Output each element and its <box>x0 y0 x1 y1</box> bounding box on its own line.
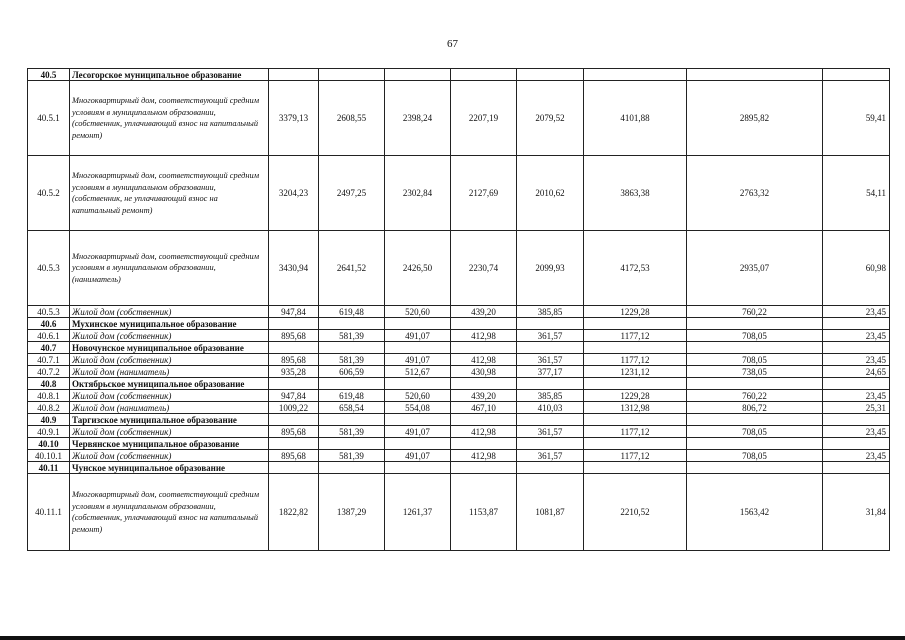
empty-cell <box>385 378 451 390</box>
row-code: 40.5.1 <box>28 81 70 156</box>
empty-cell <box>385 438 451 450</box>
value-cell: 1229,28 <box>584 390 687 402</box>
empty-cell <box>385 318 451 330</box>
row-description: Многоквартирный дом, соответствующий средним условиям в муниципальном образовании, (собственник, не уплачивающий взнос на капитальный ремонт) <box>70 156 269 231</box>
empty-cell <box>584 318 687 330</box>
value-cell: 947,84 <box>269 306 319 318</box>
value-cell: 520,60 <box>385 390 451 402</box>
value-cell: 23,45 <box>823 330 890 342</box>
section-code: 40.9 <box>28 414 70 426</box>
value-cell: 760,22 <box>687 306 823 318</box>
value-cell: 1229,28 <box>584 306 687 318</box>
empty-cell <box>269 69 319 81</box>
table-row <box>28 330 890 342</box>
empty-cell <box>823 69 890 81</box>
value-cell: 2935,07 <box>687 231 823 306</box>
section-row <box>28 414 890 426</box>
empty-cell <box>319 69 385 81</box>
value-cell: 708,05 <box>687 354 823 366</box>
empty-cell <box>319 462 385 474</box>
value-cell: 385,85 <box>517 306 584 318</box>
empty-cell <box>451 462 517 474</box>
table-row <box>28 366 890 378</box>
empty-cell <box>319 438 385 450</box>
value-cell: 361,57 <box>517 330 584 342</box>
value-cell: 430,98 <box>451 366 517 378</box>
value-cell: 1177,12 <box>584 354 687 366</box>
row-code: 40.6.1 <box>28 330 70 342</box>
row-description: Жилой дом (собственник) <box>70 390 269 402</box>
value-cell: 491,07 <box>385 354 451 366</box>
empty-cell <box>451 69 517 81</box>
row-description: Многоквартирный дом, соответствующий средним условиям в муниципальном образовании, (собственник, уплачивающий взнос на капитальный ремонт) <box>70 474 269 551</box>
value-cell: 1009,22 <box>269 402 319 414</box>
empty-cell <box>319 414 385 426</box>
empty-cell <box>517 438 584 450</box>
section-title: Октябрьское муниципальное образование <box>70 378 269 390</box>
row-description: Многоквартирный дом, соответствующий средним условиям в муниципальном образовании, (наниматель) <box>70 231 269 306</box>
empty-cell <box>517 462 584 474</box>
value-cell: 4101,88 <box>584 81 687 156</box>
row-description: Жилой дом (собственник) <box>70 330 269 342</box>
value-cell: 1177,12 <box>584 426 687 438</box>
value-cell: 60,98 <box>823 231 890 306</box>
empty-cell <box>269 342 319 354</box>
empty-cell <box>823 462 890 474</box>
empty-cell <box>584 438 687 450</box>
row-description: Жилой дом (собственник) <box>70 450 269 462</box>
value-cell: 895,68 <box>269 330 319 342</box>
value-cell: 467,10 <box>451 402 517 414</box>
row-code: 40.8.2 <box>28 402 70 414</box>
value-cell: 491,07 <box>385 426 451 438</box>
empty-cell <box>451 378 517 390</box>
value-cell: 1081,87 <box>517 474 584 551</box>
value-cell: 2127,69 <box>451 156 517 231</box>
value-cell: 23,45 <box>823 390 890 402</box>
empty-cell <box>687 69 823 81</box>
empty-cell <box>823 342 890 354</box>
page-bottom-edge <box>0 636 905 640</box>
value-cell: 23,45 <box>823 426 890 438</box>
empty-cell <box>687 438 823 450</box>
section-code: 40.7 <box>28 342 70 354</box>
value-cell: 23,45 <box>823 306 890 318</box>
value-cell: 2210,52 <box>584 474 687 551</box>
empty-cell <box>823 378 890 390</box>
value-cell: 554,08 <box>385 402 451 414</box>
tariff-table <box>27 68 890 551</box>
value-cell: 385,85 <box>517 390 584 402</box>
value-cell: 1312,98 <box>584 402 687 414</box>
table-body <box>28 69 890 551</box>
value-cell: 708,05 <box>687 450 823 462</box>
empty-cell <box>584 342 687 354</box>
empty-cell <box>319 378 385 390</box>
table-row <box>28 426 890 438</box>
row-description: Жилой дом (наниматель) <box>70 366 269 378</box>
value-cell: 59,41 <box>823 81 890 156</box>
row-description: Жилой дом (собственник) <box>70 306 269 318</box>
empty-cell <box>584 378 687 390</box>
table-row <box>28 390 890 402</box>
empty-cell <box>319 318 385 330</box>
row-code: 40.11.1 <box>28 474 70 551</box>
value-cell: 895,68 <box>269 426 319 438</box>
empty-cell <box>269 378 319 390</box>
value-cell: 619,48 <box>319 390 385 402</box>
empty-cell <box>451 438 517 450</box>
empty-cell <box>451 414 517 426</box>
value-cell: 410,03 <box>517 402 584 414</box>
value-cell: 491,07 <box>385 330 451 342</box>
value-cell: 361,57 <box>517 354 584 366</box>
value-cell: 581,39 <box>319 354 385 366</box>
value-cell: 1231,12 <box>584 366 687 378</box>
empty-cell <box>584 414 687 426</box>
value-cell: 2608,55 <box>319 81 385 156</box>
empty-cell <box>451 342 517 354</box>
table-row <box>28 402 890 414</box>
empty-cell <box>451 318 517 330</box>
row-description: Жилой дом (наниматель) <box>70 402 269 414</box>
section-title: Таргизское муниципальное образование <box>70 414 269 426</box>
row-code: 40.7.2 <box>28 366 70 378</box>
value-cell: 4172,53 <box>584 231 687 306</box>
empty-cell <box>517 414 584 426</box>
value-cell: 947,84 <box>269 390 319 402</box>
value-cell: 412,98 <box>451 330 517 342</box>
value-cell: 581,39 <box>319 426 385 438</box>
row-description: Многоквартирный дом, соответствующий средним условиям в муниципальном образовании, (собственник, уплачивающий взнос на капитальный ремонт) <box>70 81 269 156</box>
value-cell: 658,54 <box>319 402 385 414</box>
table-row <box>28 474 890 551</box>
value-cell: 3430,94 <box>269 231 319 306</box>
row-code: 40.5.2 <box>28 156 70 231</box>
value-cell: 606,59 <box>319 366 385 378</box>
empty-cell <box>687 342 823 354</box>
table-row <box>28 306 890 318</box>
value-cell: 806,72 <box>687 402 823 414</box>
empty-cell <box>517 378 584 390</box>
value-cell: 1261,37 <box>385 474 451 551</box>
value-cell: 895,68 <box>269 450 319 462</box>
value-cell: 412,98 <box>451 354 517 366</box>
empty-cell <box>584 69 687 81</box>
empty-cell <box>269 438 319 450</box>
value-cell: 738,05 <box>687 366 823 378</box>
value-cell: 31,84 <box>823 474 890 551</box>
section-code: 40.5 <box>28 69 70 81</box>
empty-cell <box>517 342 584 354</box>
section-row <box>28 462 890 474</box>
section-row <box>28 69 890 81</box>
row-code: 40.10.1 <box>28 450 70 462</box>
value-cell: 3863,38 <box>584 156 687 231</box>
empty-cell <box>687 462 823 474</box>
value-cell: 2099,93 <box>517 231 584 306</box>
empty-cell <box>385 414 451 426</box>
value-cell: 439,20 <box>451 390 517 402</box>
row-code: 40.7.1 <box>28 354 70 366</box>
value-cell: 361,57 <box>517 450 584 462</box>
value-cell: 25,31 <box>823 402 890 414</box>
empty-cell <box>385 342 451 354</box>
value-cell: 2079,52 <box>517 81 584 156</box>
value-cell: 54,11 <box>823 156 890 231</box>
empty-cell <box>319 342 385 354</box>
empty-cell <box>385 462 451 474</box>
empty-cell <box>269 462 319 474</box>
empty-cell <box>269 318 319 330</box>
section-title: Чунское муниципальное образование <box>70 462 269 474</box>
table-row <box>28 450 890 462</box>
value-cell: 24,65 <box>823 366 890 378</box>
section-title: Червянское муниципальное образование <box>70 438 269 450</box>
row-code: 40.5.3 <box>28 231 70 306</box>
value-cell: 2398,24 <box>385 81 451 156</box>
value-cell: 377,17 <box>517 366 584 378</box>
value-cell: 23,45 <box>823 354 890 366</box>
value-cell: 1563,42 <box>687 474 823 551</box>
empty-cell <box>687 378 823 390</box>
empty-cell <box>269 414 319 426</box>
section-row <box>28 378 890 390</box>
value-cell: 3379,13 <box>269 81 319 156</box>
value-cell: 935,28 <box>269 366 319 378</box>
value-cell: 2207,19 <box>451 81 517 156</box>
empty-cell <box>517 318 584 330</box>
value-cell: 439,20 <box>451 306 517 318</box>
table-row <box>28 354 890 366</box>
section-row <box>28 318 890 330</box>
value-cell: 2230,74 <box>451 231 517 306</box>
empty-cell <box>385 69 451 81</box>
value-cell: 2895,82 <box>687 81 823 156</box>
section-row <box>28 438 890 450</box>
section-code: 40.6 <box>28 318 70 330</box>
section-code: 40.11 <box>28 462 70 474</box>
value-cell: 3204,23 <box>269 156 319 231</box>
value-cell: 708,05 <box>687 330 823 342</box>
value-cell: 520,60 <box>385 306 451 318</box>
table-row <box>28 156 890 231</box>
empty-cell <box>823 438 890 450</box>
section-title: Новочунское муниципальное образование <box>70 342 269 354</box>
section-title: Лесогорское муниципальное образование <box>70 69 269 81</box>
value-cell: 412,98 <box>451 426 517 438</box>
section-code: 40.10 <box>28 438 70 450</box>
empty-cell <box>687 318 823 330</box>
value-cell: 1387,29 <box>319 474 385 551</box>
value-cell: 2641,52 <box>319 231 385 306</box>
section-code: 40.8 <box>28 378 70 390</box>
value-cell: 581,39 <box>319 330 385 342</box>
empty-cell <box>823 414 890 426</box>
section-row <box>28 342 890 354</box>
section-title: Мухинское муниципальное образование <box>70 318 269 330</box>
table-row <box>28 81 890 156</box>
row-description: Жилой дом (собственник) <box>70 426 269 438</box>
value-cell: 412,98 <box>451 450 517 462</box>
empty-cell <box>687 414 823 426</box>
table-row <box>28 231 890 306</box>
empty-cell <box>823 318 890 330</box>
value-cell: 23,45 <box>823 450 890 462</box>
value-cell: 1177,12 <box>584 450 687 462</box>
row-code: 40.9.1 <box>28 426 70 438</box>
row-code: 40.8.1 <box>28 390 70 402</box>
empty-cell <box>584 462 687 474</box>
value-cell: 708,05 <box>687 426 823 438</box>
value-cell: 2010,62 <box>517 156 584 231</box>
value-cell: 1822,82 <box>269 474 319 551</box>
value-cell: 491,07 <box>385 450 451 462</box>
value-cell: 512,67 <box>385 366 451 378</box>
value-cell: 361,57 <box>517 426 584 438</box>
row-code: 40.5.3 <box>28 306 70 318</box>
value-cell: 2497,25 <box>319 156 385 231</box>
value-cell: 2302,84 <box>385 156 451 231</box>
value-cell: 1153,87 <box>451 474 517 551</box>
value-cell: 581,39 <box>319 450 385 462</box>
empty-cell <box>517 69 584 81</box>
page-number: 67 <box>447 38 458 50</box>
row-description: Жилой дом (собственник) <box>70 354 269 366</box>
value-cell: 895,68 <box>269 354 319 366</box>
value-cell: 2426,50 <box>385 231 451 306</box>
value-cell: 1177,12 <box>584 330 687 342</box>
value-cell: 760,22 <box>687 390 823 402</box>
value-cell: 2763,32 <box>687 156 823 231</box>
value-cell: 619,48 <box>319 306 385 318</box>
